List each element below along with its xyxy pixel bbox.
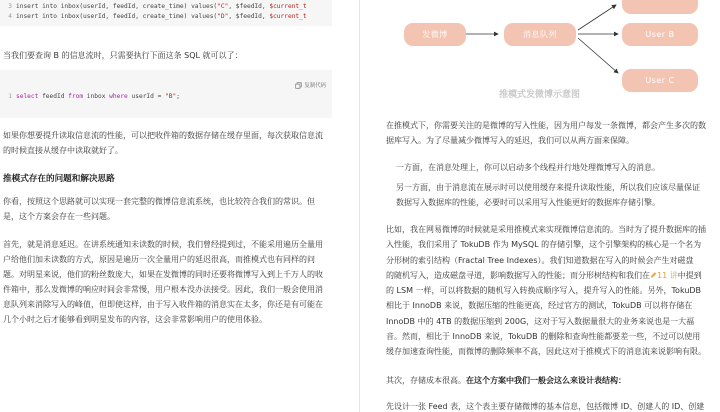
code-keyword: select bbox=[16, 93, 39, 100]
paragraph-line: 先设计一张 Feed 表，这个表主要存储微博的基本信息，包括微博 ID、创建人的 ID、创建 bbox=[386, 402, 705, 411]
section-heading: 推模式存在的问题和解决思路 bbox=[3, 174, 115, 184]
paragraph-line: 几个小时之后才能够看到明星发布的内容，这会非常影响用户的使用体验。 bbox=[3, 315, 267, 324]
multi-thread-paragraph bbox=[396, 160, 718, 175]
copy-code-button[interactable] bbox=[295, 81, 326, 89]
lesson-11-link[interactable]: 11 讲 bbox=[657, 270, 678, 280]
user-a-box bbox=[622, 0, 698, 14]
code-text: , $feedId, bbox=[228, 3, 270, 10]
paragraph-line: 据库写入。为了尽量减少微博写入的延迟，我们可以从两方面来保障。 bbox=[386, 136, 634, 146]
paragraph-line: 一方面，在消息处理上，你可以启动多个线程并行地处理微博写入的消息。 bbox=[396, 163, 660, 172]
paragraph-line: 息队列来消除写入的峰值，但即使这样，由于写入收件箱的消息实在太多，你还是有可能在 bbox=[3, 300, 323, 309]
paragraph-line: 在推模式下，你需要关注的是微博的写入性能，因为用户每发一条微博，都会产生多次的数 bbox=[386, 121, 706, 130]
paragraph-line: 分形树的索引结构（Fractal Tree Indexes）。我们知道数据在写入的时候会产生对磁盘 bbox=[386, 255, 694, 265]
paragraph-bold-text: 在这个方案中我们一般会这么来设计表结构： bbox=[466, 376, 626, 385]
user-b-box: User B bbox=[622, 23, 698, 46]
code-line bbox=[0, 92, 180, 102]
sender-box: 发微博 bbox=[404, 23, 466, 46]
code-string: "D" bbox=[217, 13, 229, 20]
paragraph-text: 中提到 bbox=[677, 270, 702, 280]
feed-table-paragraph bbox=[386, 399, 720, 412]
sql-insert-code-block bbox=[0, 0, 332, 26]
code-string: $current_t bbox=[269, 13, 307, 20]
code-string: "C" bbox=[217, 3, 229, 10]
paragraph-line: 你看，按照这个思路就可以实现一套完整的微博信息流系统，也比较符合我们的常识。但 bbox=[3, 197, 315, 206]
paragraph-line: InnoDB 中的 4TB 的数据压缩到 200G，这对于写入数据量很大的业务来说也是一大福 bbox=[386, 316, 695, 326]
paragraph-line: 入性能，我们采用了 TokuDB 作为 MySQL 的存储引擎，这个引擎架构的核心是一个名为 bbox=[386, 240, 702, 250]
paragraph-line: 音。然而，相比于 InnoDB 来说，TokuDB 的删除和查询性能都要差一些，不过可以使用 bbox=[386, 332, 701, 342]
left-column bbox=[0, 0, 340, 412]
paragraph-line: 是，这个方案会存在一些问题。 bbox=[3, 212, 115, 221]
code-line bbox=[0, 12, 332, 22]
sql-select-code-block bbox=[0, 70, 332, 118]
paragraph-line: 件箱中，那么发微博的响应时间会非常慢，用户根本没办法接受。因此，我们一般会使用消 bbox=[3, 285, 323, 294]
code-text: userId = bbox=[127, 93, 166, 100]
code-line bbox=[0, 2, 332, 12]
paragraph-line: 题。对明星来说，他们的粉丝数庞大，如果在发微博的同时还要将微博写入到上千万人的收 bbox=[3, 270, 323, 279]
paragraph-line: 首先，就是消息延迟。在讲系统通知未读数的时候，我们曾经提到过，不能采用遍历全量用 bbox=[3, 240, 323, 249]
column-divider bbox=[359, 0, 360, 412]
paragraph-line: 的时候直接从缓存中读取就好了。 bbox=[3, 146, 123, 155]
storage-engine-paragraph bbox=[396, 180, 718, 211]
storage-cost-paragraph bbox=[386, 373, 720, 388]
line-number: 4 bbox=[8, 13, 12, 20]
paragraph-line: 另一方面，由于消息流在展示时可以使用缓存来提升读取性能，所以我们应该尽量保证 bbox=[396, 183, 700, 192]
intro-paragraph: 当我们要查询 B 的信息流时，只需要执行下面这条 SQL 就可以了： bbox=[3, 51, 243, 60]
arrow-queue-to-user-a bbox=[578, 5, 616, 30]
code-text: inbox bbox=[83, 93, 110, 100]
latency-paragraph bbox=[3, 237, 335, 327]
tokudb-paragraph bbox=[386, 222, 720, 360]
code-text: , $feedId, bbox=[228, 13, 270, 20]
code-string: "B" bbox=[165, 93, 177, 100]
copy-icon bbox=[295, 82, 302, 89]
write-performance-paragraph bbox=[386, 118, 720, 149]
cache-paragraph bbox=[3, 128, 335, 158]
paragraph-line: 比如，我在网易微博的时候就是采用推模式来实现微博信息流的。当时为了提升数据库的插 bbox=[386, 225, 706, 234]
right-column bbox=[384, 0, 720, 412]
paragraph-line: 数据写入数据库的性能，必要时可以采用写入性能更好的数据库存储引擎。 bbox=[396, 198, 660, 208]
paragraph-line: 户给他们加未读数的方式，原因是遍历一次全量用户的延迟很高，而推模式也有同样的问 bbox=[3, 255, 315, 264]
push-mode-diagram bbox=[384, 0, 720, 108]
paragraph-line: 缓存加速查询性能，而微博的删除频率不高，因此这对于推模式下的消息流来说影响有限。 bbox=[386, 347, 706, 357]
code-text: insert into inbox(userId, feedId, create_time) values( bbox=[16, 3, 218, 10]
code-text: feedId bbox=[38, 93, 69, 100]
intro-problem-paragraph bbox=[3, 194, 335, 224]
paragraph-line: 相比于 InnoDB 来说，数据压缩的性能更高，经过官方的测试，TokuDB 可以将存储在 bbox=[386, 301, 693, 311]
pencil-icon bbox=[650, 271, 657, 279]
user-c-box: User C bbox=[622, 69, 698, 92]
line-number: 1 bbox=[8, 93, 12, 100]
paragraph-line: 的 LSM 一样，可以将数据的随机写入转换成顺序写入，提升写入的性能。另外，TokuDB bbox=[386, 286, 702, 296]
arrow-queue-to-user-c bbox=[578, 38, 618, 73]
code-text: insert into inbox(userId, feedId, create_time) values( bbox=[16, 13, 218, 20]
copy-code-label: 复制代码 bbox=[304, 83, 326, 89]
paragraph-text: 其次，存储成本很高。 bbox=[386, 376, 466, 385]
code-keyword: where bbox=[109, 93, 128, 100]
code-string: $current_t bbox=[269, 3, 307, 10]
line-number: 3 bbox=[8, 3, 12, 10]
diagram-caption: 推模式发微博示意图 bbox=[499, 90, 581, 100]
code-text: ; bbox=[176, 93, 180, 100]
code-keyword: from bbox=[68, 93, 84, 100]
paragraph-line: 如果你想要提升读取信息流的性能，可以把收件箱的数据存储在缓存里面，每次获取信息流 bbox=[3, 131, 323, 140]
paragraph-text: 的随机写入，造成磁盘寻道，影响数据写入的性能；而分形树结构和我们在 bbox=[386, 270, 650, 280]
paragraph-line bbox=[386, 268, 720, 283]
queue-box: 消息队列 bbox=[504, 23, 576, 46]
